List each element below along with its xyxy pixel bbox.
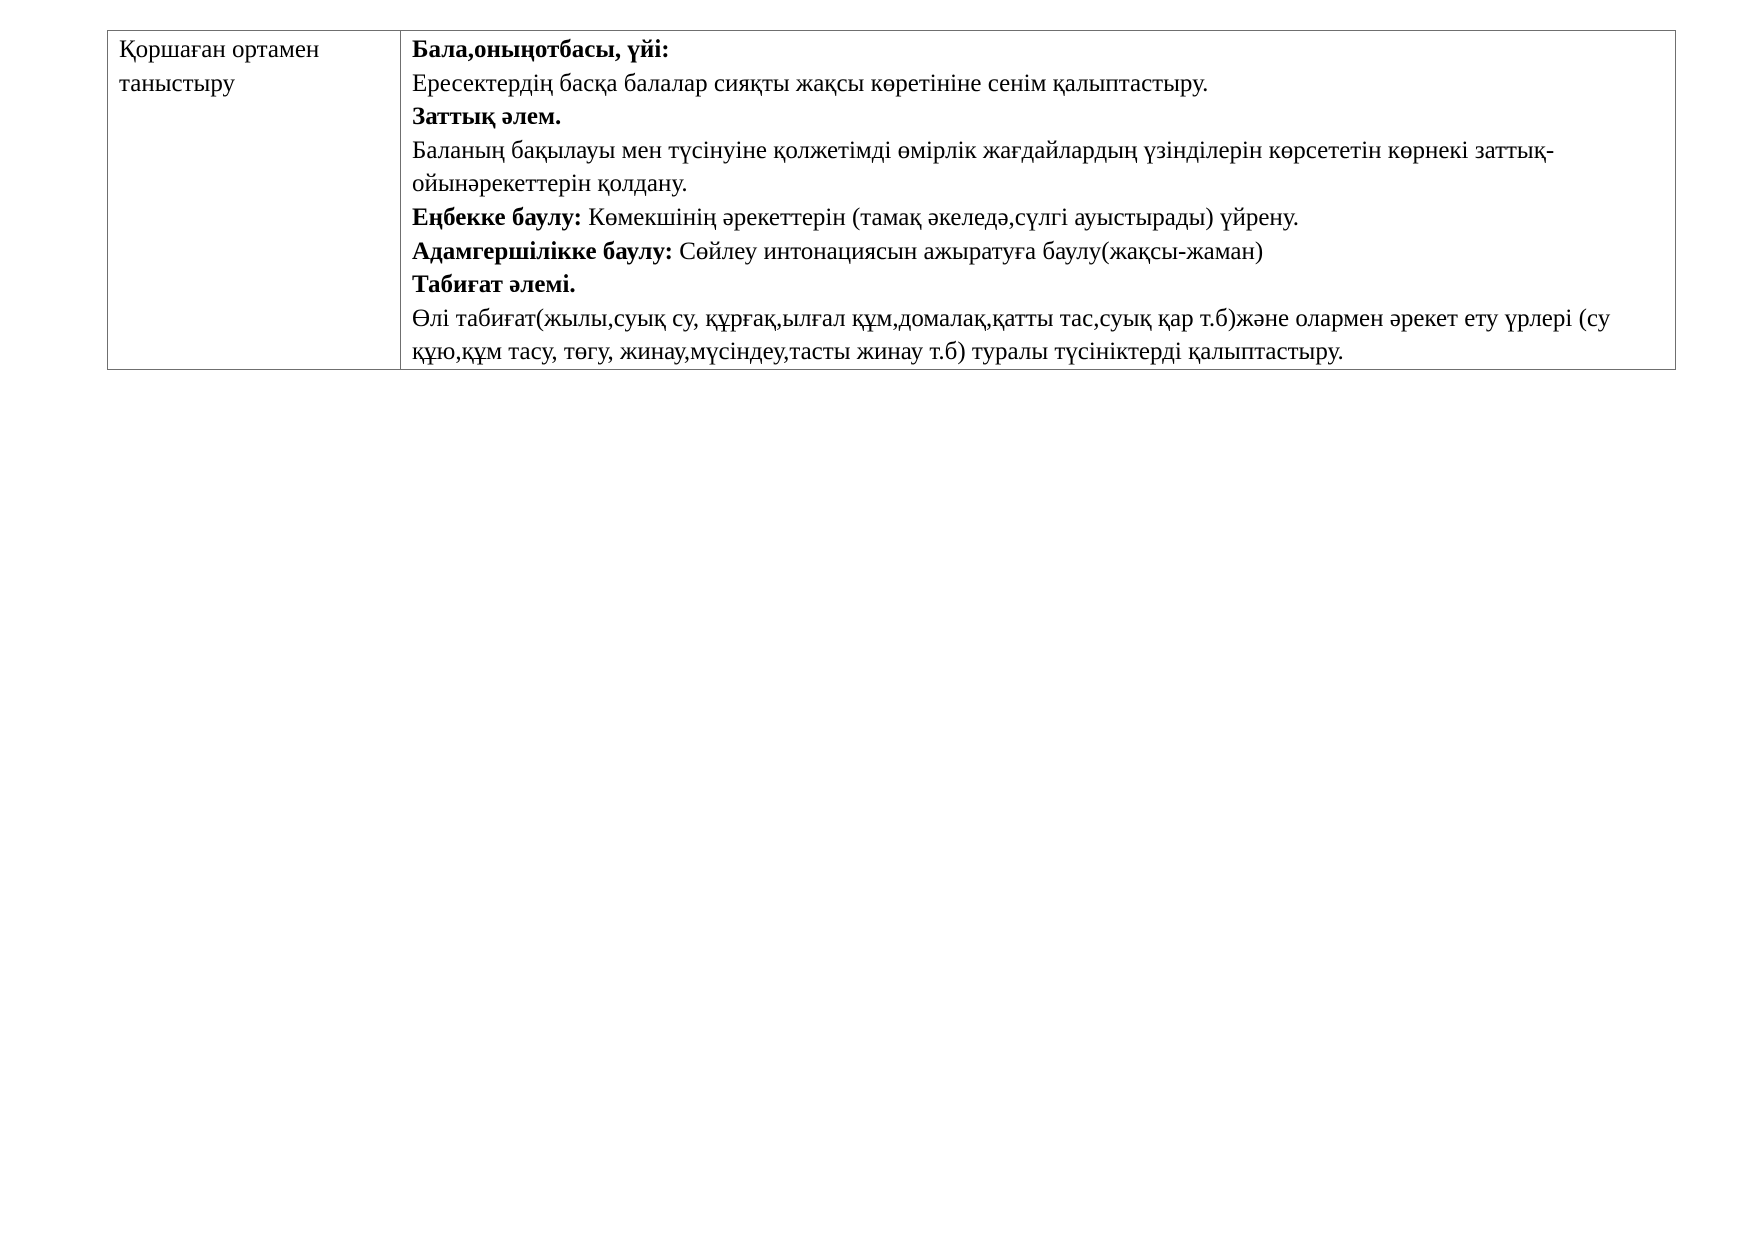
labor-text: Көмекшінің әрекеттерін (тамақ әкеледә,сүлгі ауыстырады) үйрену.: [588, 203, 1300, 231]
family-heading: Бала,оныңотбасы, үйі:: [412, 36, 670, 63]
nature-text: Өлі табиғат(жылы,суық су, құрғақ,ылғал құм,домалақ,қатты тас,суық қар т.б)және олармен әрекет ету үрлері (су құю,құм тасу, төгу, жинау,мүсіндеу,тасты жинау т.б) туралы түсініктерді қалыптастыру.: [412, 304, 1611, 366]
labor-paragraph: [412, 201, 1665, 235]
moral-label: Адамгершілікке баулу:: [412, 237, 673, 265]
moral-paragraph: [412, 235, 1665, 269]
family-text: Ересектердің басқа балалар сияқты жақсы көретініне сенім қалыптастыру.: [412, 69, 1209, 97]
subject-label: Қоршаған ортамен таныстыру: [119, 36, 320, 97]
nature-heading: Табиғат әлемі.: [412, 271, 576, 299]
moral-text: Сөйлеу интонациясын ажыратуға баулу(жақсы-жаман): [679, 237, 1264, 265]
labor-label: Еңбекке баулу:: [412, 203, 583, 231]
objects-heading: Заттық әлем.: [412, 103, 562, 131]
objects-text: Баланың бақылауы мен түсінуіне қолжетімді өмірлік жағдайлардың үзінділерін көрсететін көрнекі заттық-ойынәрекеттерін қолдану.: [412, 136, 1555, 198]
subject-cell: [108, 31, 401, 370]
content-table: [107, 30, 1676, 370]
description-cell: [401, 31, 1676, 370]
table-row: [108, 31, 1676, 370]
